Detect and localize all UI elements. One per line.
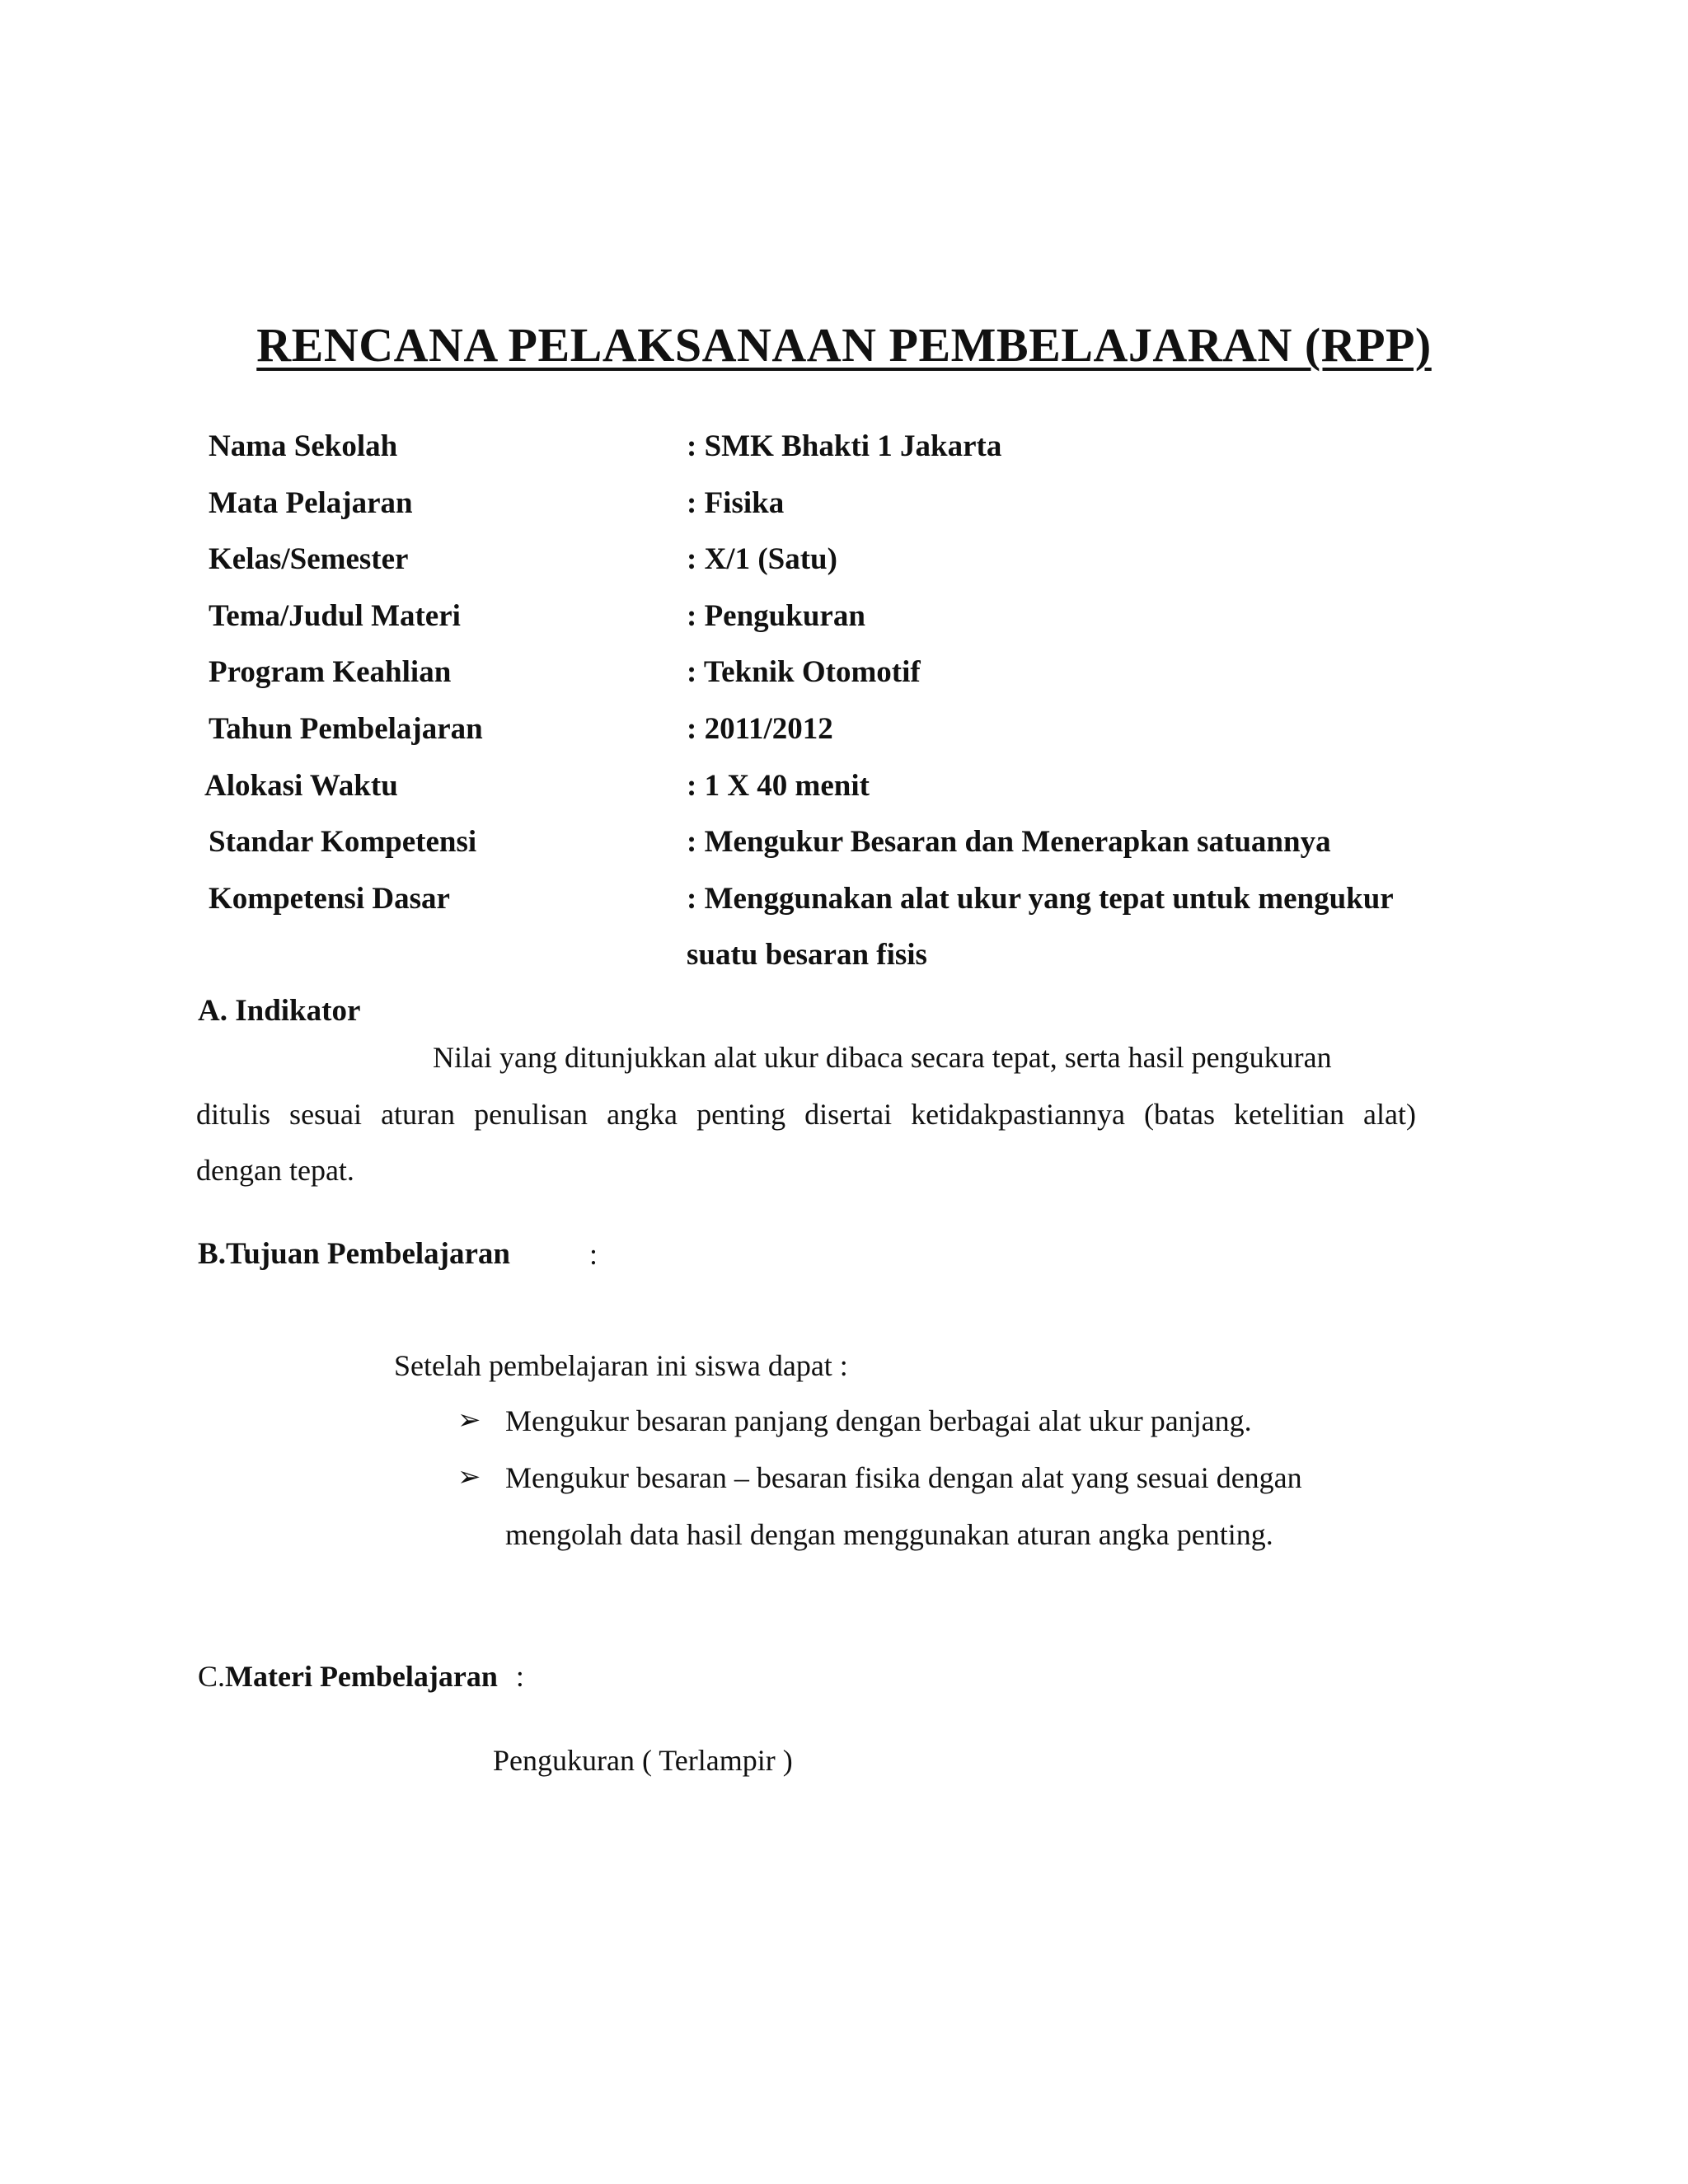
section-b-title: .Tujuan Pembelajaran bbox=[218, 1237, 510, 1271]
info-value-topic: : Pengukuran bbox=[687, 599, 865, 633]
section-c-title: Materi Pembelajaran bbox=[225, 1660, 498, 1693]
section-b-bullet-2-line2: mengolah data hasil dengan menggunakan aturan angka penting. bbox=[505, 1518, 1273, 1551]
bullet-arrow-icon: ➢ bbox=[457, 1462, 481, 1493]
info-value-class-semester: : X/1 (Satu) bbox=[687, 542, 837, 576]
info-label-program: Program Keahlian bbox=[209, 655, 452, 689]
section-b-prefix: B bbox=[198, 1237, 218, 1271]
section-c-heading-line bbox=[198, 1657, 524, 1696]
info-value-school: : SMK Bhakti 1 Jakarta bbox=[687, 429, 1002, 463]
section-c-content: Pengukuran ( Terlampir ) bbox=[493, 1744, 793, 1777]
section-b-heading bbox=[198, 1235, 510, 1274]
info-label-time-allocation: Alokasi Waktu bbox=[204, 769, 398, 803]
section-b-bullet-2: Mengukur besaran – besaran fisika dengan alat yang sesuai dengan bbox=[505, 1461, 1302, 1494]
info-value-time-allocation: : 1 X 40 menit bbox=[687, 769, 870, 803]
section-c-prefix: C. bbox=[198, 1660, 226, 1693]
info-value-basic-competency: : Menggunakan alat ukur yang tepat untuk mengukur bbox=[687, 882, 1394, 916]
bullet-arrow-icon: ➢ bbox=[457, 1405, 481, 1436]
info-label-class-semester: Kelas/Semester bbox=[209, 542, 409, 576]
info-label-year: Tahun Pembelajaran bbox=[209, 712, 483, 746]
section-c-colon: : bbox=[515, 1660, 524, 1693]
section-b-colon: : bbox=[589, 1238, 598, 1271]
section-b-intro: Setelah pembelajaran ini siswa dapat : bbox=[394, 1349, 848, 1382]
section-a-heading: A. Indikator bbox=[198, 994, 361, 1028]
info-value-program: : Teknik Otomotif bbox=[687, 655, 921, 689]
document-title: RENCANA PELAKSANAAN PEMBELAJARAN (RPP) bbox=[256, 318, 1432, 372]
info-label-basic-competency: Kompetensi Dasar bbox=[209, 882, 450, 916]
info-value-year: : 2011/2012 bbox=[687, 712, 833, 746]
section-b-bullet-1: Mengukur besaran panjang dengan berbagai alat ukur panjang. bbox=[505, 1404, 1252, 1437]
info-value-subject: : Fisika bbox=[687, 486, 785, 520]
info-value-basic-competency-line2: suatu besaran fisis bbox=[687, 938, 927, 972]
info-label-standard-competency: Standar Kompetensi bbox=[209, 825, 477, 859]
info-label-school: Nama Sekolah bbox=[209, 429, 398, 463]
section-a-line-2: ditulis sesuai aturan penulisan angka penting disertai ketidakpastiannya (batas ketelitian alat) bbox=[196, 1098, 1416, 1131]
info-label-topic: Tema/Judul Materi bbox=[209, 599, 461, 633]
section-a-line-1: Nilai yang ditunjukkan alat ukur dibaca secara tepat, serta hasil pengukuran bbox=[433, 1041, 1332, 1074]
section-a-line-3: dengan tepat. bbox=[196, 1154, 354, 1187]
info-value-standard-competency: : Mengukur Besaran dan Menerapkan satuannya bbox=[687, 825, 1331, 859]
info-label-subject: Mata Pelajaran bbox=[209, 486, 413, 520]
